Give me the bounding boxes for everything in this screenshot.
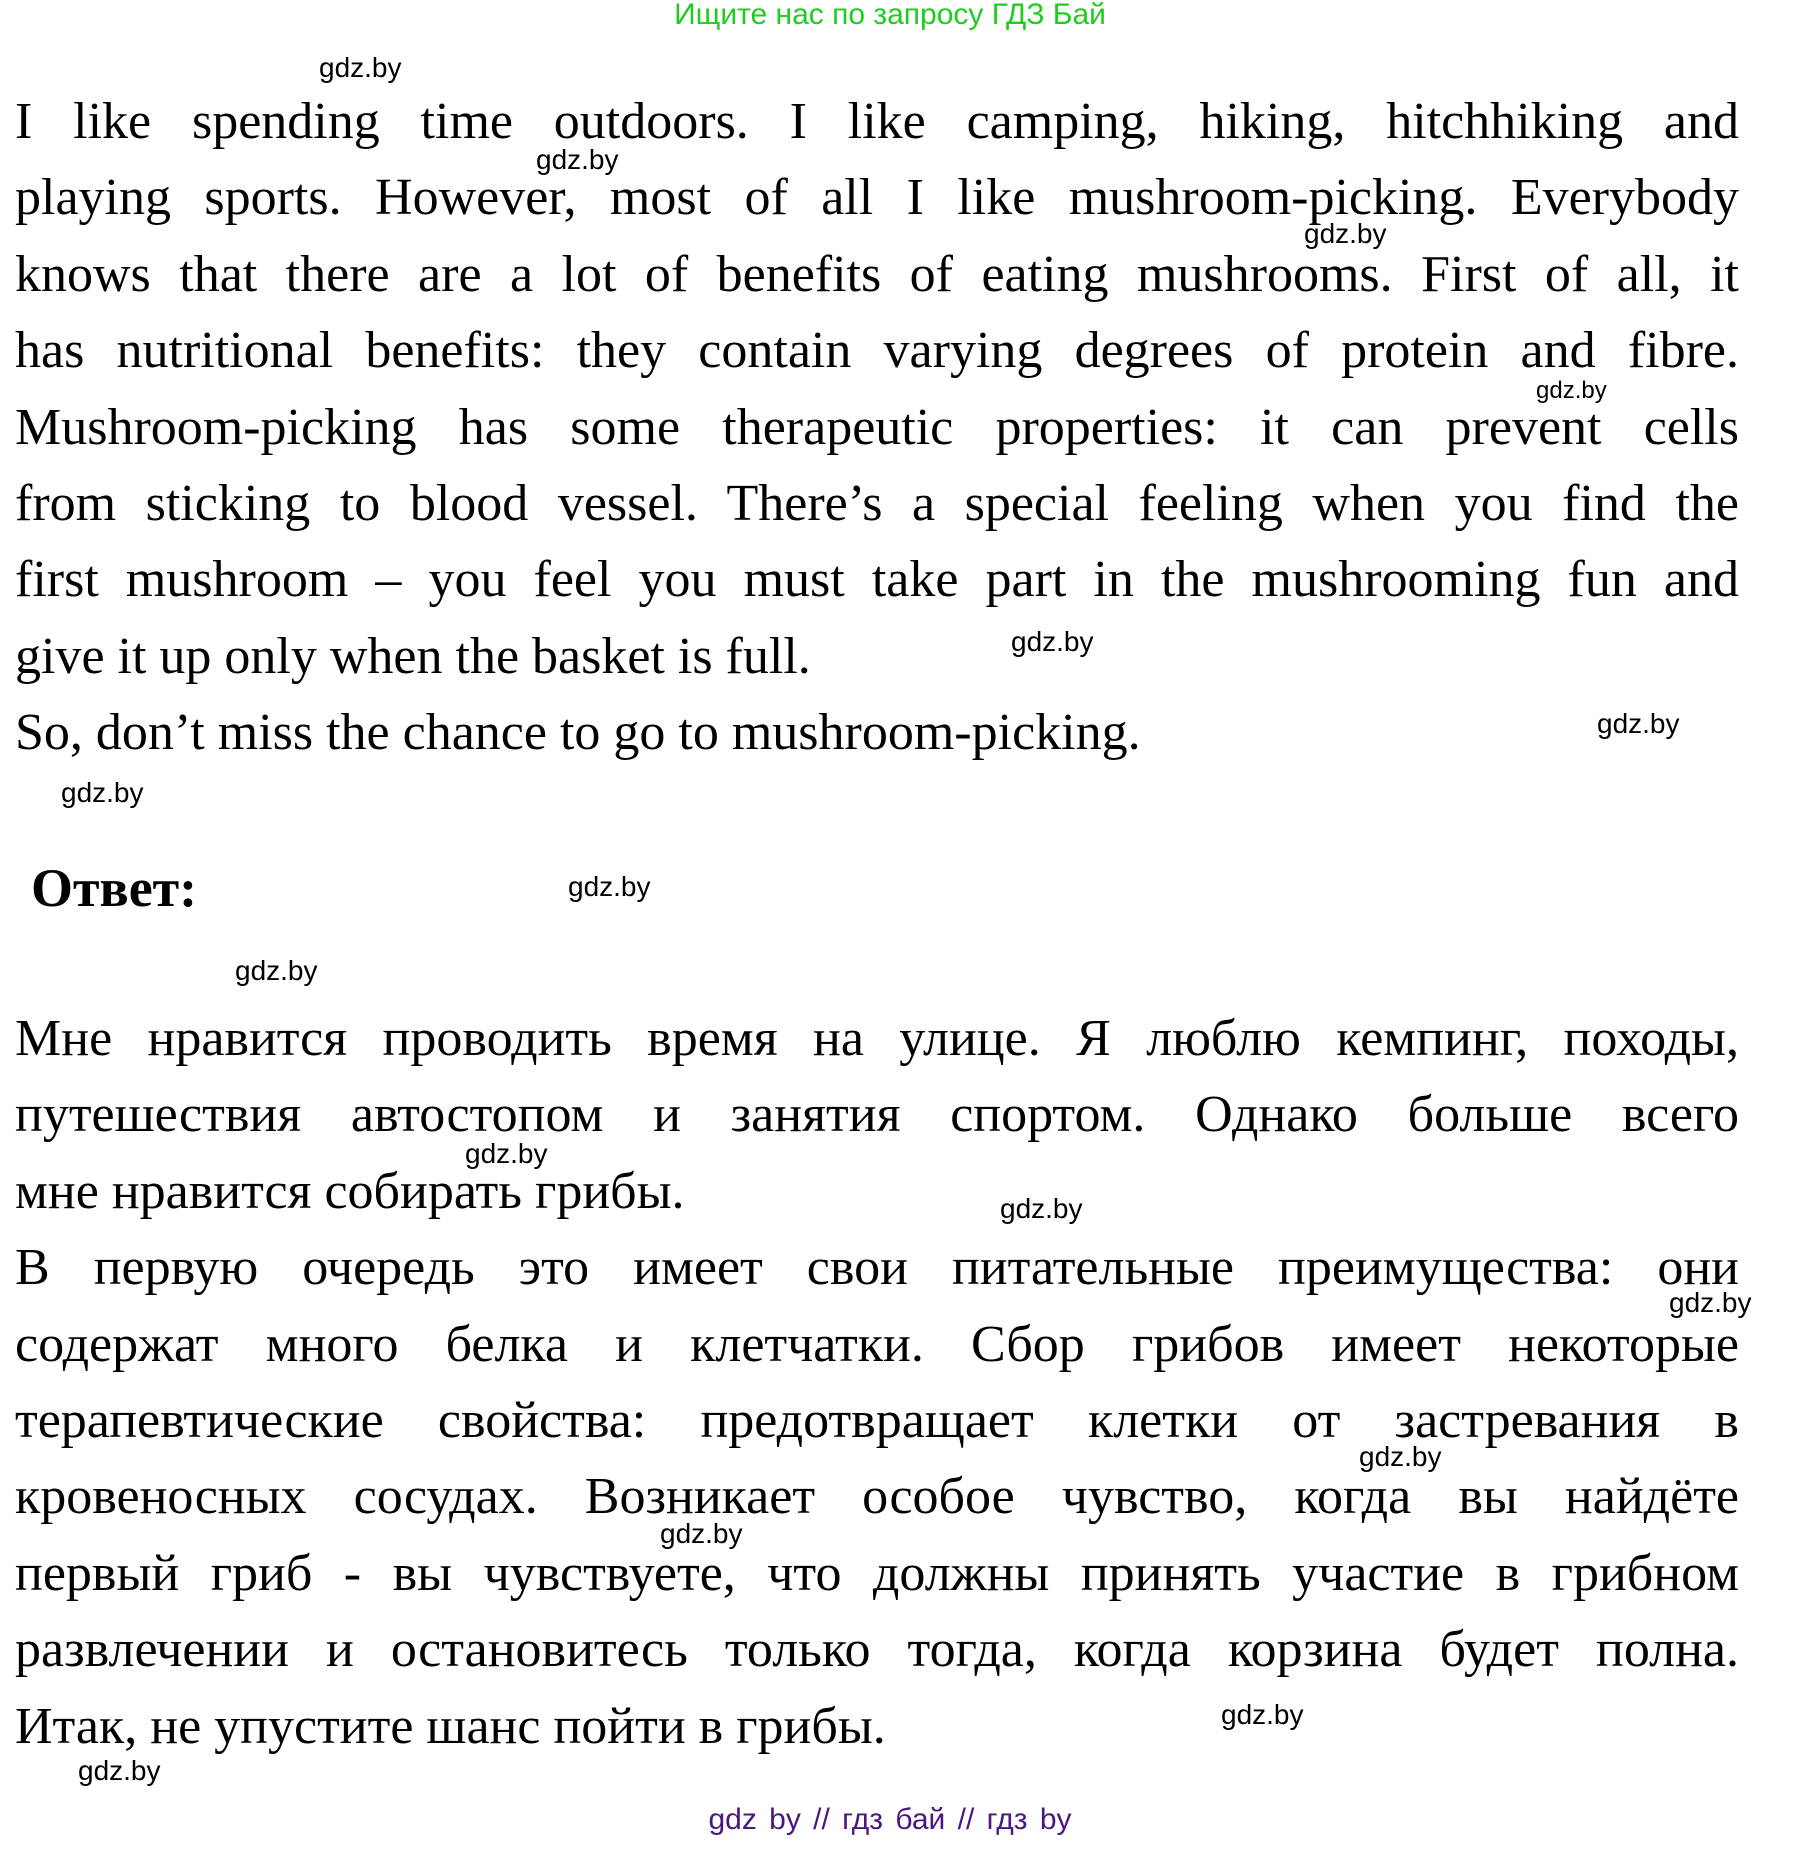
text-line: Mushroom-picking has some therapeutic properties: it can prevent cells	[15, 398, 1739, 456]
text-line: содержат много белка и клетчатки. Сбор грибов имеет некоторые	[15, 1315, 1739, 1373]
watermark: gdz.by	[1304, 218, 1387, 249]
watermark: gdz.by	[1669, 1287, 1752, 1318]
watermark: gdz.by	[536, 144, 619, 175]
text-line: путешествия автостопом и занятия спортом. Однако больше всего	[15, 1086, 1739, 1144]
text-line: first mushroom – you feel you must take part in the mushrooming fun and	[15, 551, 1739, 609]
text-line: has nutritional benefits: they contain varying degrees of protein and fibre.	[15, 322, 1739, 380]
watermark: gdz.by	[660, 1518, 743, 1549]
watermark: gdz.by	[465, 1138, 548, 1169]
watermark: gdz.by	[78, 1755, 161, 1786]
text-line: knows that there are a lot of benefits of eating mushrooms. First of all, it	[15, 245, 1739, 303]
text-line: Мне нравится проводить время на улице. Я люблю кемпинг, походы,	[15, 1010, 1739, 1067]
watermark: gdz.by	[1359, 1441, 1442, 1472]
text-line: from sticking to blood vessel. There’s a special feeling when you find the	[15, 474, 1739, 532]
text-line: первый гриб - вы чувствуете, что должны принять участие в грибном	[15, 1544, 1739, 1602]
text-line: развлечении и остановитесь только тогда, когда корзина будет полна.	[15, 1621, 1739, 1679]
watermark: gdz.by	[1011, 626, 1094, 657]
text-line: мне нравится собирать грибы.	[15, 1162, 685, 1220]
text-line: give it up only when the basket is full.	[15, 627, 811, 685]
watermark: gdz.by	[61, 777, 144, 808]
watermark: gdz.by	[319, 52, 402, 83]
text-line: В первую очередь это имеет свои питательные преимущества: они	[15, 1239, 1739, 1297]
russian-text	[15, 1001, 1739, 1765]
search-hint-header: Ищите нас по запросу ГДЗ Бай	[674, 0, 1106, 31]
watermark: gdz.by	[1597, 708, 1680, 739]
watermark: gdz.by	[1221, 1699, 1304, 1730]
footer-links: gdz by // гдз бай // гдз by	[708, 1803, 1072, 1836]
text-line: кровеносных сосудах. Возникает особое чувство, когда вы найдёте	[15, 1468, 1739, 1526]
text-line: I like spending time outdoors. I like camping, hiking, hitchhiking and	[15, 93, 1739, 150]
text-line: Итак, не упустите шанс пойти в грибы.	[15, 1697, 886, 1755]
watermark: gdz.by	[235, 955, 318, 986]
watermark: gdz.by	[568, 871, 651, 902]
text-line: терапевтические свойства: предотвращает клетки от застревания в	[15, 1391, 1739, 1449]
english-text	[15, 84, 1739, 772]
text-line: So, don’t miss the chance to go to mushroom-picking.	[15, 704, 1141, 762]
answer-heading: Ответ:	[31, 858, 198, 918]
watermark: gdz.by	[1536, 377, 1607, 404]
text-line: playing sports. However, most of all I like mushroom-picking. Everybody	[15, 169, 1739, 227]
watermark: gdz.by	[1000, 1193, 1083, 1224]
